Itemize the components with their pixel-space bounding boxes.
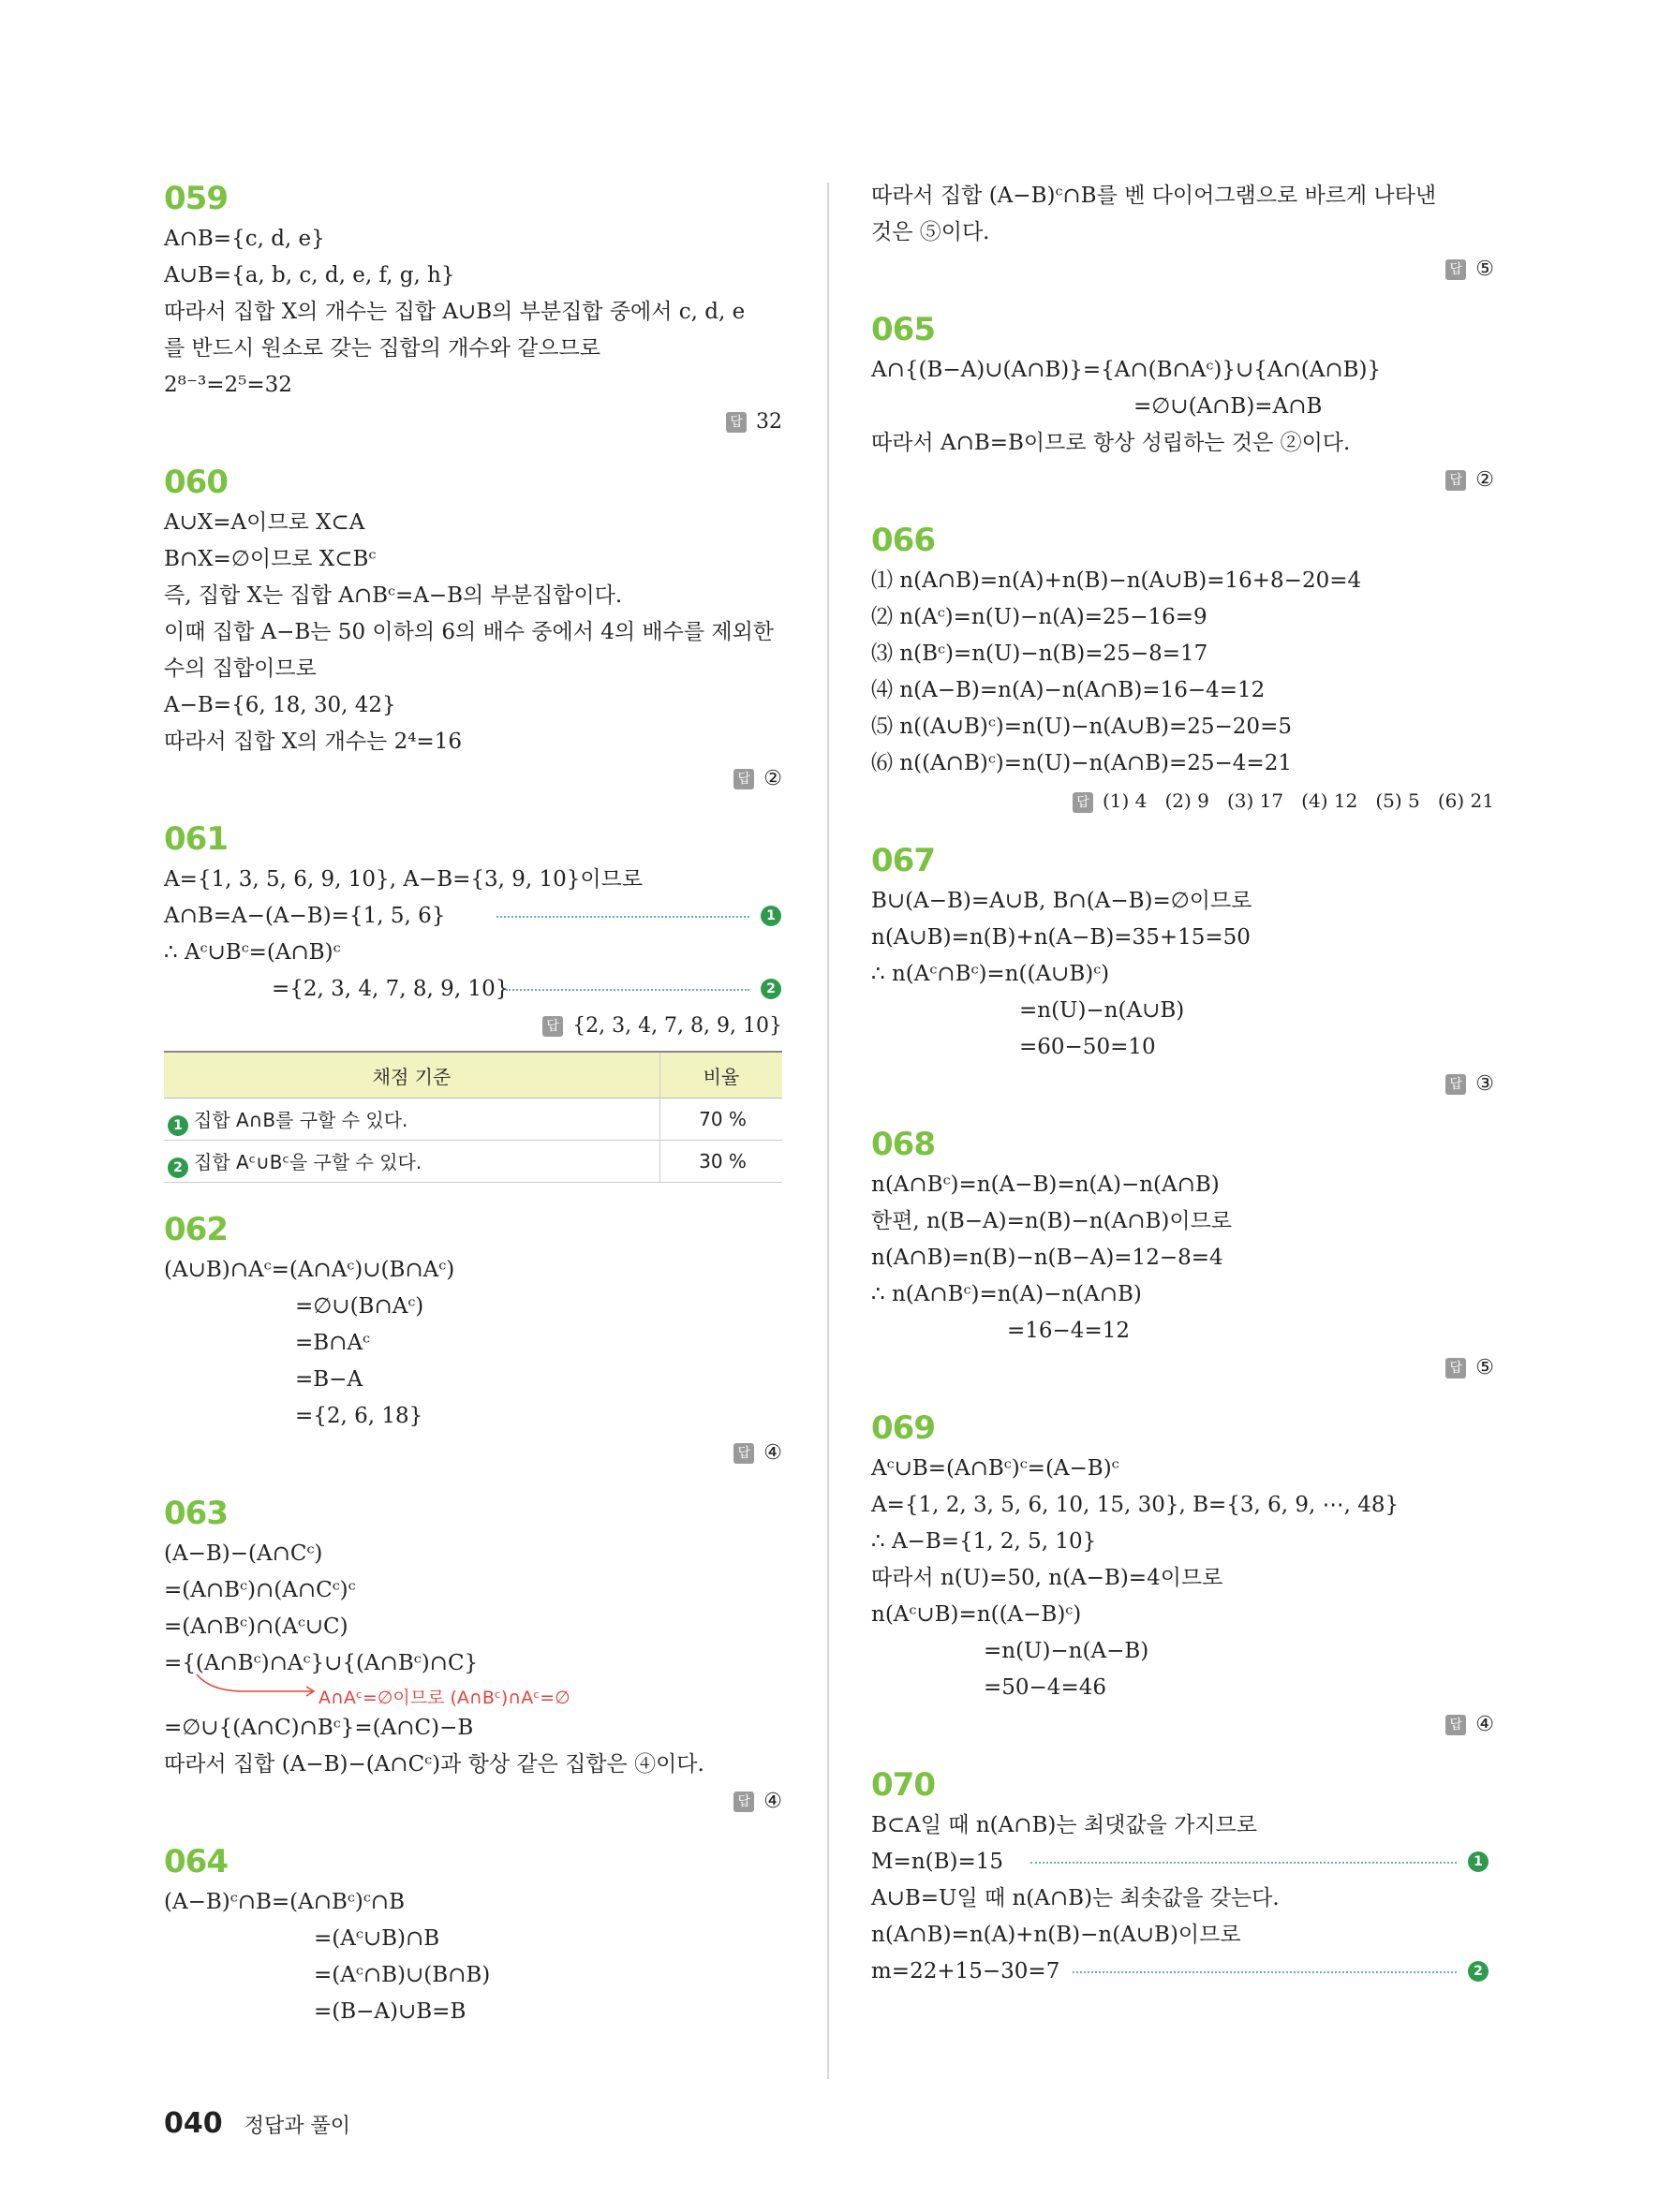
solution-line: =(Aᶜ∩B)∪(B∩B) xyxy=(314,1963,491,1987)
answer-row xyxy=(871,1706,1494,1744)
dotted-leader xyxy=(496,916,749,918)
solution-line: A∪X=A이므로 X⊂A xyxy=(164,510,365,535)
solution-line: 따라서 집합 (A−B)−(A∩Cᶜ)과 항상 같은 집합은 ④이다. xyxy=(164,1752,704,1777)
answer-row xyxy=(164,1783,782,1821)
solution-text: m=22+15−30=7 xyxy=(871,1959,1060,1983)
problem-062 xyxy=(164,1209,782,1472)
solution-line: n(A∩Bᶜ)=n(A−B)=n(A)−n(A∩B) xyxy=(871,1172,1220,1197)
solution-line: Aᶜ∪B=(A∩Bᶜ)ᶜ=(A−B)ᶜ xyxy=(871,1456,1119,1481)
solution-line-step2 xyxy=(164,971,782,1008)
answer-badge: 답 xyxy=(726,412,747,433)
problem-064-continued xyxy=(871,178,1494,288)
solution-line: ⑵ n(Aᶜ)=n(U)−n(A)=25−16=9 xyxy=(871,605,1207,629)
step-marker-2: 2 xyxy=(168,1158,188,1178)
problem-060 xyxy=(164,462,782,798)
solution-line: ⑶ n(Bᶜ)=n(U)−n(B)=25−8=17 xyxy=(871,641,1208,666)
answer-value: 32 xyxy=(756,410,782,434)
answer-badge: 답 xyxy=(733,769,754,789)
solution-line: =(Aᶜ∪B)∩B xyxy=(314,1926,440,1951)
solution-line: =(A∩Bᶜ)∩(Aᶜ∪C) xyxy=(164,1615,348,1639)
solution-line: =∅∪(A∩B)=A∩B xyxy=(1133,394,1323,419)
solution-line: (A−B)ᶜ∩B=(A∩Bᶜ)ᶜ∩B xyxy=(164,1890,405,1914)
answer-row xyxy=(164,1008,782,1045)
solution-line: B∪(A−B)=A∪B, B∩(A−B)=∅이므로 xyxy=(871,889,1252,913)
problem-number: 068 xyxy=(871,1126,935,1163)
problem-number: 062 xyxy=(164,1211,228,1248)
table-row xyxy=(164,1099,782,1141)
solution-line: ⑸ n((A∪B)ᶜ)=n(U)−n(A∪B)=25−20=5 xyxy=(871,715,1292,739)
solution-line: =n(U)−n(A∪B) xyxy=(1019,998,1185,1023)
problem-068 xyxy=(871,1124,1494,1387)
solution-line: ∴ n(Aᶜ∩Bᶜ)=n((A∪B)ᶜ) xyxy=(871,962,1110,986)
solution-line: =(A∩Bᶜ)∩(A∩Cᶜ)ᶜ xyxy=(164,1578,356,1602)
solution-line: A−B={6, 18, 30, 42} xyxy=(164,693,396,717)
solution-line: A={1, 2, 3, 5, 6, 10, 15, 30}, B={3, 6, 9, ⋯, 48} xyxy=(871,1493,1400,1517)
solution-line: n(A∪B)=n(B)+n(A−B)=35+15=50 xyxy=(871,925,1251,950)
problem-number: 070 xyxy=(871,1766,935,1804)
solution-line: ={(A∩Bᶜ)∩Aᶜ}∪{(A∩Bᶜ)∩C} xyxy=(164,1651,479,1675)
solution-line: =60−50=10 xyxy=(1019,1035,1156,1059)
step-marker-2: 2 xyxy=(1468,1961,1489,1982)
dotted-leader xyxy=(1030,1862,1457,1864)
answer-badge: 답 xyxy=(1445,1715,1466,1735)
answer-row xyxy=(164,404,782,441)
solution-line: ⑷ n(A−B)=n(A)−n(A∩B)=16−4=12 xyxy=(871,678,1266,702)
answer-badge: 답 xyxy=(733,1792,754,1812)
left-column xyxy=(164,178,782,2051)
answer-row xyxy=(871,782,1494,819)
solution-line: =16−4=12 xyxy=(1007,1319,1130,1343)
solution-line: 따라서 A∩B=B이므로 항상 성립하는 것은 ②이다. xyxy=(871,431,1351,455)
answer-value: ② xyxy=(1475,468,1494,492)
answer-row xyxy=(871,1349,1494,1387)
solution-line: 따라서 집합 X의 개수는 집합 A∪B의 부분집합 중에서 c, d, e xyxy=(164,300,746,324)
problem-number: 066 xyxy=(871,522,935,559)
solution-line: A∩{(B−A)∪(A∩B)}={A∩(B∩Aᶜ)}∪{A∩(A∩B)} xyxy=(871,358,1382,382)
solution-line: ∴ n(A∩Bᶜ)=n(A)−n(A∩B) xyxy=(871,1282,1142,1306)
answer-value: ④ xyxy=(763,1441,782,1465)
solution-line: =∅∪(B∩Aᶜ) xyxy=(295,1294,424,1319)
answer-value: ④ xyxy=(1475,1713,1494,1736)
problem-059 xyxy=(164,178,782,441)
answer-value: ④ xyxy=(763,1790,782,1813)
table-header-ratio: 비율 xyxy=(660,1052,783,1099)
grading-table xyxy=(164,1051,782,1183)
solution-line-step1 xyxy=(871,1844,1494,1880)
solution-line: 이때 집합 A−B는 50 이하의 6의 배수 중에서 4의 배수를 제외한 xyxy=(164,620,775,644)
problem-number: 069 xyxy=(871,1409,935,1447)
solution-line: 따라서 집합 X의 개수는 2⁴=16 xyxy=(164,730,462,754)
step-marker-2: 2 xyxy=(761,979,781,999)
table-cell xyxy=(164,1141,660,1183)
solution-line: A∪B={a, b, c, d, e, f, g, h} xyxy=(164,263,455,288)
solution-text: M=n(B)=15 xyxy=(871,1850,1004,1874)
solution-line: B∩X=∅이므로 X⊂Bᶜ xyxy=(164,547,377,571)
table-row xyxy=(164,1141,782,1183)
table-cell: 30 % xyxy=(660,1141,783,1183)
answer-value: (1) 4 (2) 9 (3) 17 (4) 12 (5) 5 (6) 21 xyxy=(1102,789,1494,812)
solution-line: ∴ Aᶜ∪Bᶜ=(A∩B)ᶜ xyxy=(164,940,341,965)
right-column xyxy=(871,178,1494,2011)
table-header-criteria: 채점 기준 xyxy=(164,1052,660,1099)
table-cell xyxy=(164,1099,660,1141)
solution-line: =50−4=46 xyxy=(984,1675,1106,1700)
problem-069 xyxy=(871,1408,1494,1744)
solution-line: 것은 ⑤이다. xyxy=(871,220,990,244)
solution-text: A∩B=A−(A−B)={1, 5, 6} xyxy=(164,904,446,928)
answer-badge: 답 xyxy=(1445,1074,1466,1095)
solution-line: B⊂A일 때 n(A∩B)는 최댓값을 가지므로 xyxy=(871,1813,1257,1837)
solution-line: A∪B=U일 때 n(A∩B)는 최솟값을 갖는다. xyxy=(871,1886,1280,1910)
step-marker-1: 1 xyxy=(168,1115,188,1136)
solution-line: =n(U)−n(A−B) xyxy=(984,1639,1149,1663)
dotted-leader xyxy=(506,989,749,991)
criteria-text: 집합 Aᶜ∪Bᶜ을 구할 수 있다. xyxy=(194,1151,422,1173)
solution-line: n(A∩B)=n(B)−n(B−A)=12−8=4 xyxy=(871,1246,1223,1270)
column-divider xyxy=(827,183,829,2079)
solution-line: ⑴ n(A∩B)=n(A)+n(B)−n(A∪B)=16+8−20=4 xyxy=(871,568,1362,593)
solution-line: 따라서 집합 (A−B)ᶜ∩B를 벤 다이어그램으로 바르게 나타낸 xyxy=(871,184,1437,208)
criteria-text: 집합 A∩B를 구할 수 있다. xyxy=(194,1109,408,1131)
solution-line: ∴ A−B={1, 2, 5, 10} xyxy=(871,1529,1097,1554)
step-marker-1: 1 xyxy=(761,906,781,926)
solution-line: 수의 집합이므로 xyxy=(164,656,317,681)
problem-number: 060 xyxy=(164,464,228,501)
problem-number: 061 xyxy=(164,820,228,858)
solution-line: 를 반드시 원소로 갖는 집합의 개수와 같으므로 xyxy=(164,336,601,361)
annotation-line xyxy=(164,1682,782,1710)
answer-badge: 답 xyxy=(1445,1358,1466,1379)
answer-value: ③ xyxy=(1475,1072,1494,1096)
dotted-leader xyxy=(1073,1971,1457,1973)
footer-label: 정답과 풀이 xyxy=(244,2115,350,2138)
answer-row xyxy=(871,462,1494,499)
solution-line: 한편, n(B−A)=n(B)−n(A∩B)이므로 xyxy=(871,1209,1233,1233)
problem-number: 063 xyxy=(164,1495,228,1532)
problem-065 xyxy=(871,309,1494,499)
solution-line: =(B−A)∪B=B xyxy=(314,1999,467,2024)
answer-badge: 답 xyxy=(733,1443,754,1464)
solution-line: ⑹ n((A∩B)ᶜ)=n(U)−n(A∩B)=25−4=21 xyxy=(871,751,1292,775)
solution-line: 2⁸⁻³=2⁵=32 xyxy=(164,373,292,397)
problem-number: 065 xyxy=(871,311,935,348)
answer-row xyxy=(164,1435,782,1472)
solution-text: ={2, 3, 4, 7, 8, 9, 10} xyxy=(272,977,510,1001)
answer-badge: 답 xyxy=(1073,792,1093,813)
page-number: 040 xyxy=(164,2107,223,2140)
answer-value: ② xyxy=(763,767,782,790)
answer-badge: 답 xyxy=(542,1016,563,1037)
problem-070 xyxy=(871,1764,1494,1990)
answer-value: ⑤ xyxy=(1475,258,1494,281)
solution-line: A={1, 3, 5, 6, 9, 10}, A−B={3, 9, 10}이므로 xyxy=(164,867,644,892)
problem-number: 064 xyxy=(164,1843,228,1880)
solution-line: n(A∩B)=n(A)+n(B)−n(A∪B)이므로 xyxy=(871,1923,1241,1947)
step-marker-1: 1 xyxy=(1468,1851,1489,1872)
solution-line-step2 xyxy=(871,1954,1494,1990)
solution-line: =B−A xyxy=(295,1367,363,1392)
solution-line: (A−B)−(A∩Cᶜ) xyxy=(164,1541,323,1566)
solution-line: ={2, 6, 18} xyxy=(295,1404,423,1428)
solution-line-step1 xyxy=(164,898,782,935)
solution-line: 따라서 n(U)=50, n(A−B)=4이므로 xyxy=(871,1566,1223,1590)
problem-063 xyxy=(164,1493,782,1821)
solution-line: =B∩Aᶜ xyxy=(295,1331,371,1355)
problem-064 xyxy=(164,1841,782,2030)
answer-row xyxy=(871,1066,1494,1103)
solution-line: (A∪B)∩Aᶜ=(A∩Aᶜ)∪(B∩Aᶜ) xyxy=(164,1258,455,1282)
answer-badge: 답 xyxy=(1445,259,1466,280)
solution-line: n(Aᶜ∪B)=n((A−B)ᶜ) xyxy=(871,1602,1082,1627)
problem-067 xyxy=(871,840,1494,1103)
solution-line: =∅∪{(A∩C)∩Bᶜ}=(A∩C)−B xyxy=(164,1716,474,1740)
table-cell: 70 % xyxy=(660,1099,783,1141)
problem-number: 059 xyxy=(164,180,228,217)
answer-value: ⑤ xyxy=(1475,1356,1494,1379)
solution-line: 즉, 집합 X는 집합 A∩Bᶜ=A−B의 부분집합이다. xyxy=(164,583,623,608)
annotation-note: A∩Aᶜ=∅이므로 (A∩Bᶜ)∩Aᶜ=∅ xyxy=(318,1688,570,1708)
solution-line: A∩B={c, d, e} xyxy=(164,227,325,251)
problem-061 xyxy=(164,818,782,1183)
page-footer xyxy=(164,2107,350,2140)
answer-row xyxy=(871,251,1494,288)
answer-value: {2, 3, 4, 7, 8, 9, 10} xyxy=(572,1014,782,1038)
answer-row xyxy=(164,760,782,798)
answer-badge: 답 xyxy=(1445,470,1466,491)
problem-066 xyxy=(871,520,1494,819)
problem-number: 067 xyxy=(871,842,935,879)
